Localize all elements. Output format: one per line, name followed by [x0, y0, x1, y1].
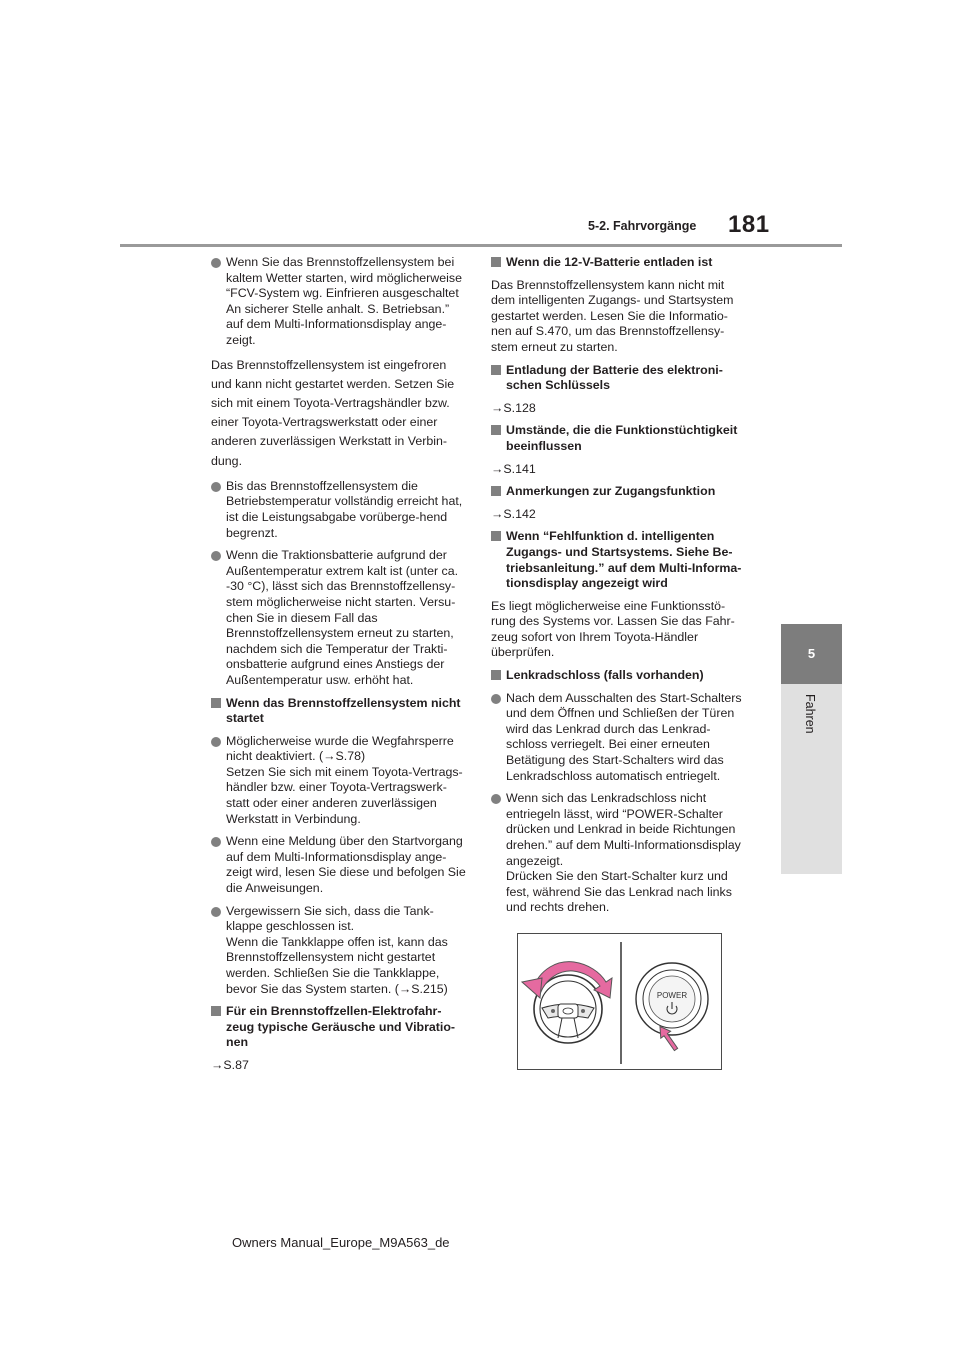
subheading: Wenn “Fehlfunktion d. intelligenten Zugangs- und Startsystems. Siehe Be-triebsanleitung.” auf dem Multi-Informa-tionsdisplay angezeigt wird — [491, 529, 747, 591]
subheading: Wenn die 12-V-Batterie entladen ist — [491, 255, 747, 271]
page-reference: →S.128 — [491, 400, 536, 415]
list-item — [211, 734, 467, 828]
list-item-text: Wenn die Tankklappe offen ist, kann das Brennstoffzellensystem nicht gestartet werden. Schließen Sie die Tankklappe, bevor Sie das System starten. (→S.215) — [226, 934, 448, 996]
chapter-tab-number: 5 — [781, 624, 842, 684]
power-button-label: POWER — [656, 991, 688, 1000]
paragraph: Es liegt möglicherweise eine Funktionsstö-rung des Systems vor. Lassen Sie das Fahr-zeug sofort von Ihrem Toyota-Händler überprüfen. — [491, 598, 735, 660]
list-item: Bis das Brennstoffzellensystem die Betriebstemperatur vollständig erreicht hat, ist die Leistungsabgabe vorüberge-hend begrenzt. — [211, 479, 467, 541]
paragraph: Das Brennstoffzellensystem kann nicht mit dem intelligenten Zugangs- und Startsystem gestartet werden. Lesen Sie die Informatio-nen auf S.470, um das Brennstoffzellensy-stem erneut zu starten. — [491, 277, 734, 354]
steering-wheel-power-illustration — [518, 934, 721, 1069]
footer-text: Owners Manual_Europe_M9A563_de — [232, 1235, 450, 1250]
list-item: Wenn Sie das Brennstoffzellensystem bei kaltem Wetter starten, wird möglicherweise “FCV-System wg. Einfrieren ausgeschaltet An sicherer Stelle anhalt. S. Betriebsan.” auf dem Multi-Informationsdisplay ange-zeigt. — [211, 255, 467, 349]
list-item: Wenn die Traktionsbatterie aufgrund der Außentemperatur extrem kalt ist (unter ca. -30 °C), lässt sich das Brennstoffzellensy-stem möglicherweise nicht starten. Versu-chen Sie in diesem Fall das Brennstoffzellensystem erneut zu starten, nachdem sich die Temperatur der Trakti-onsbatterie aufgrund eines Anstiegs der Außentemperatur usw. erhöht hat. — [211, 548, 467, 688]
subheading: Anmerkungen zur Zugangsfunktion — [491, 484, 747, 500]
page-reference: →S.141 — [491, 461, 536, 476]
left-column — [211, 255, 467, 1081]
subheading: Lenkradschloss (falls vorhanden) — [491, 668, 747, 684]
chapter-tab-title: Fahren — [803, 694, 817, 734]
subheading: Für ein Brennstoffzellen-Elektrofahr-zeug typische Geräusche und Vibratio-nen — [211, 1004, 467, 1051]
power-button-icon — [636, 963, 708, 1035]
subheading: Wenn das Brennstoffzellensystem nicht startet — [211, 696, 467, 727]
steering-lock-figure — [517, 933, 722, 1070]
right-column — [491, 255, 747, 923]
page-reference: →S.87 — [211, 1057, 249, 1072]
chapter-tab — [781, 684, 842, 874]
list-item — [211, 904, 467, 998]
list-item-text: Setzen Sie sich mit einem Toyota-Vertrags-händler bzw. einer Toyota-Vertragswerk-statt oder einer anderen zuverlässigen Werkstatt in Verbindung. — [226, 764, 463, 826]
page-reference: →S.142 — [491, 506, 536, 521]
list-item-text: Drücken Sie den Start-Schalter kurz und fest, während Sie das Lenkrad nach links und rechts drehen. — [506, 869, 732, 915]
page-number: 181 — [728, 211, 770, 238]
list-item: Wenn eine Meldung über den Startvorgang auf dem Multi-Informationsdisplay ange-zeigt wird, lesen Sie diese und befolgen Sie die Anweisungen. — [211, 834, 467, 896]
list-item — [491, 791, 747, 916]
header-rule — [120, 244, 842, 247]
subheading: Entladung der Batterie des elektroni-schen Schlüssels — [491, 363, 747, 394]
list-item-text: Vergewissern Sie sich, dass die Tank-klappe geschlossen ist. — [226, 903, 434, 934]
paragraph: Das Brennstoffzellensystem ist eingefroren und kann nicht gestartet werden. Setzen Sie sich mit einem Toyota-Vertragshändler bzw. einer Toyota-Vertragswerkstatt oder einer anderen zuverlässigen Werkstatt in Verbin-dung. — [211, 357, 455, 468]
list-item-text: Wenn sich das Lenkradschloss nicht entriegeln lässt, wird “POWER-Schalter drücken und Lenkrad in beide Richtungen drehen.” auf dem Multi-Informationsdisplay angezeigt. — [506, 791, 741, 868]
subheading: Umstände, die die Funktionstüchtigkeit beeinflussen — [491, 423, 747, 454]
section-title: 5-2. Fahrvorgänge — [588, 219, 697, 233]
list-item: Nach dem Ausschalten des Start-Schalters und dem Öffnen und Schließen der Türen wird das Lenkrad durch das Lenkrad-schloss verriegelt. Bei einer erneuten Betätigung des Start-Schalters wird das Lenkradschloss automatisch entriegelt. — [491, 691, 747, 785]
list-item-text: Möglicherweise wurde die Wegfahrsperre nicht deaktiviert. (→S.78) — [226, 733, 454, 764]
